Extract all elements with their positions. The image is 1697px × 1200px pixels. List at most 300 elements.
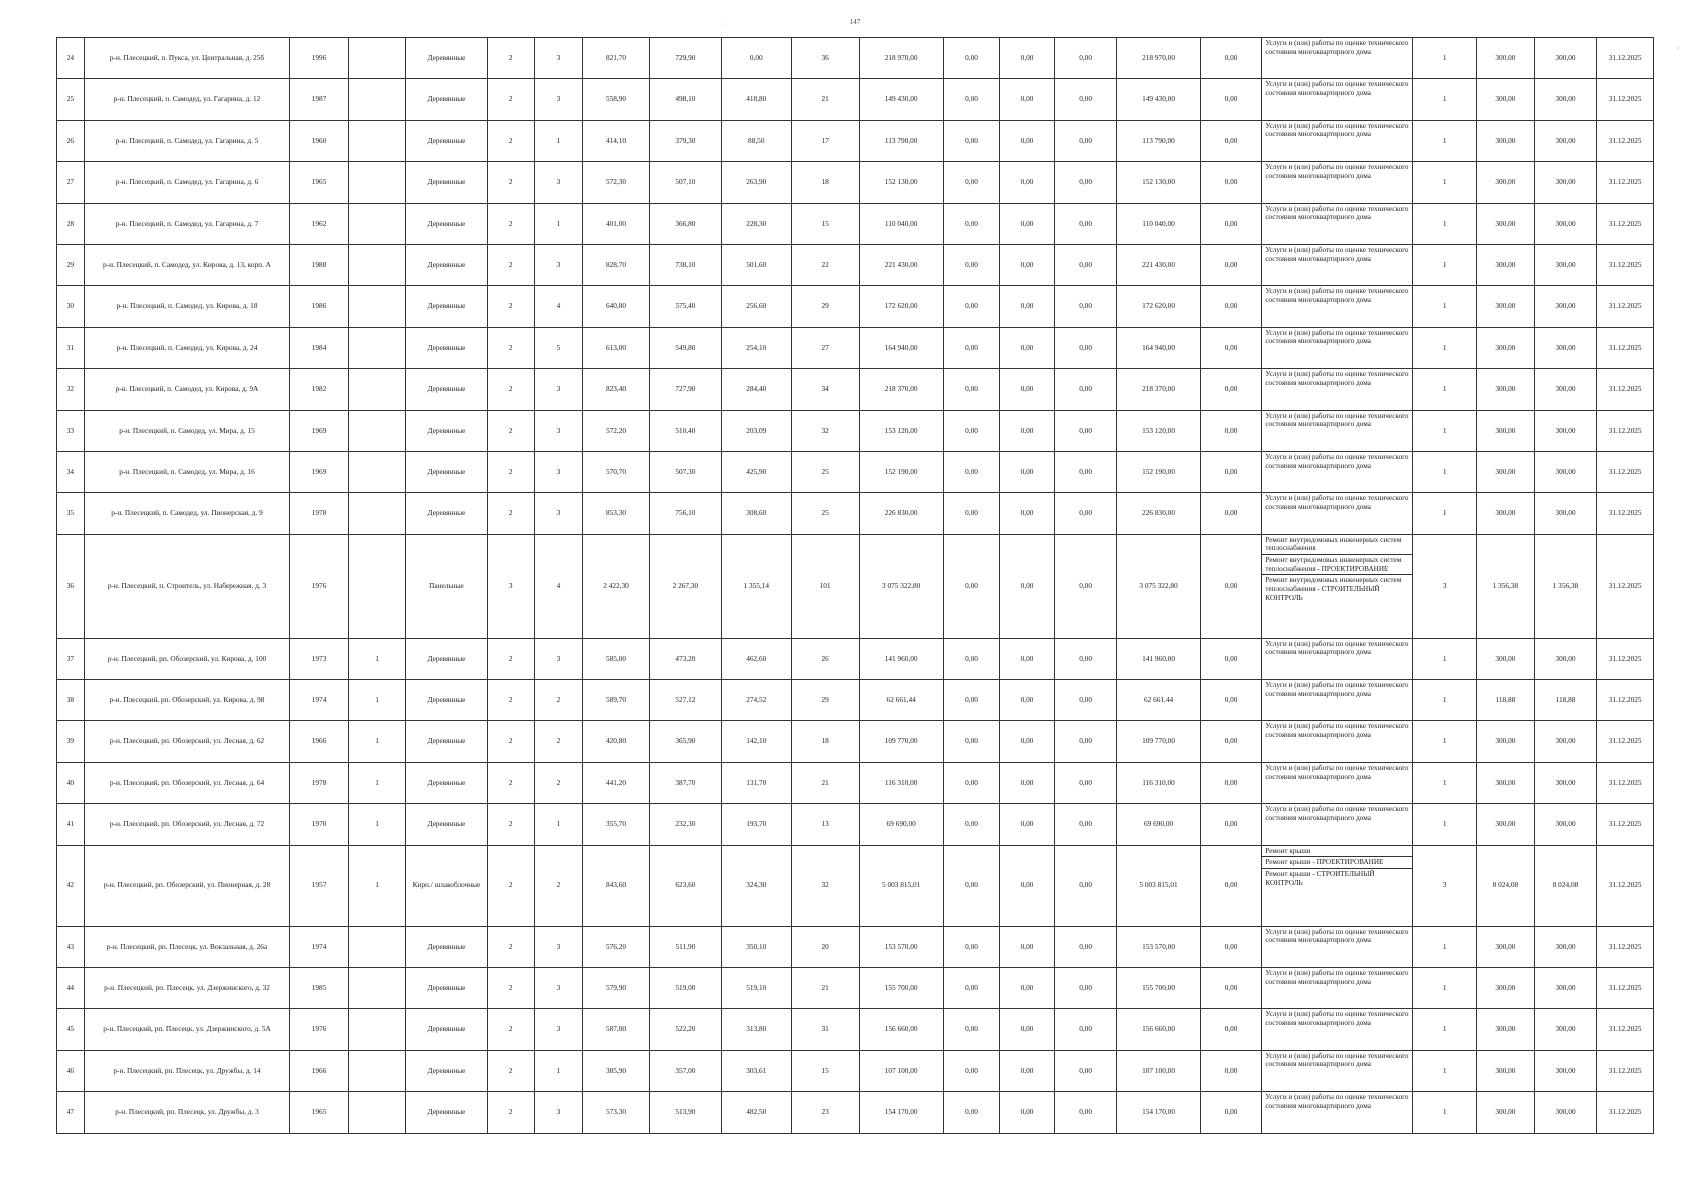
table-cell: 0,00 — [1200, 721, 1262, 762]
table-cell: 2 — [487, 926, 534, 967]
table-cell: 558,90 — [583, 79, 650, 120]
table-cell: р-н. Плесецкий, рп. Обозерский, ул. Кирова, д. 98 — [84, 680, 290, 721]
table-cell: 623,60 — [649, 845, 721, 926]
table-cell: Деревянные — [406, 926, 487, 967]
table-cell — [348, 1092, 406, 1133]
table-cell: 152 190,00 — [1117, 451, 1200, 492]
work-type: Ремонт крыши — [1265, 846, 1311, 855]
table-cell: 522,20 — [649, 1009, 721, 1050]
table-cell: 1957 — [290, 845, 349, 926]
table-cell: 30 — [57, 286, 85, 327]
table-row — [57, 286, 1654, 327]
table-cell: 0,00 — [943, 120, 1000, 161]
table-cell: 300,00 — [1477, 369, 1535, 410]
table-cell: 21 — [791, 79, 859, 120]
table-cell: 300,00 — [1477, 38, 1535, 79]
table-cell — [348, 327, 406, 368]
table-cell: 0,00 — [1000, 162, 1054, 203]
table-cell: р-н. Плесецкий, п. Самодед, ул. Гагарина, д. 7 — [84, 203, 290, 244]
table-cell: 300,00 — [1477, 120, 1535, 161]
table-cell: 0,00 — [1000, 845, 1054, 926]
table-cell: 300,00 — [1534, 638, 1597, 679]
table-cell — [348, 120, 406, 161]
table-cell: 300,00 — [1477, 1009, 1535, 1050]
table-cell: 2 — [487, 79, 534, 120]
table-cell: 62 661,44 — [859, 680, 943, 721]
table-cell: 1 — [1413, 244, 1477, 285]
table-cell: р-н. Плесецкий, рп. Обозерский, ул. Лесная, д. 62 — [84, 721, 290, 762]
table-cell — [348, 203, 406, 244]
work-type: Услуги и (или) работы по оценке технического состояния многоквартирного дома — [1265, 163, 1409, 180]
table-cell: 1996 — [290, 38, 349, 79]
table-cell — [1262, 721, 1413, 762]
table-cell: 1 — [1413, 120, 1477, 161]
table-cell: 153 570,00 — [1117, 926, 1200, 967]
table-cell: Деревянные — [406, 680, 487, 721]
table-cell: 228,30 — [721, 203, 791, 244]
table-cell: 2 — [487, 680, 534, 721]
table-cell: 156 660,00 — [859, 1009, 943, 1050]
table-cell: 0,00 — [1054, 451, 1117, 492]
table-row — [57, 244, 1654, 285]
table-cell: 1970 — [290, 804, 349, 845]
table-cell: 25 — [57, 79, 85, 120]
table-cell: 420,80 — [583, 721, 650, 762]
table-cell: 572,30 — [583, 162, 650, 203]
table-row — [57, 38, 1654, 79]
table-cell: 300,00 — [1477, 327, 1535, 368]
table-cell: 31.12.2025 — [1597, 79, 1654, 120]
table-cell: 32 — [57, 369, 85, 410]
table-cell: 0,00 — [943, 79, 1000, 120]
table-cell: 300,00 — [1534, 410, 1597, 451]
table-cell: 1 — [1413, 79, 1477, 120]
table-cell: 3 — [534, 38, 582, 79]
table-cell: 0,00 — [1054, 38, 1117, 79]
table-cell: 38 — [57, 680, 85, 721]
table-cell: 510,40 — [649, 410, 721, 451]
table-cell: 0,00 — [943, 804, 1000, 845]
table-cell: 221 430,00 — [1117, 244, 1200, 285]
table-cell: 1 — [534, 1050, 582, 1091]
table-cell: 31.12.2025 — [1597, 369, 1654, 410]
table-cell: 0,00 — [943, 203, 1000, 244]
table-cell: 355,70 — [583, 804, 650, 845]
table-cell: 110 040,00 — [1117, 203, 1200, 244]
table-cell: Деревянные — [406, 162, 487, 203]
work-type: Ремонт крыши - ПРОЕКТИРОВАНИЕ — [1262, 856, 1412, 868]
table-cell: 31.12.2025 — [1597, 327, 1654, 368]
table-cell — [1262, 451, 1413, 492]
table-cell: 69 690,00 — [859, 804, 943, 845]
table-cell: 1 — [1413, 638, 1477, 679]
table-cell — [1262, 244, 1413, 285]
table-cell: 3 — [1413, 534, 1477, 638]
table-cell: 0,00 — [1054, 845, 1117, 926]
table-cell: 149 430,00 — [859, 79, 943, 120]
table-cell — [1262, 968, 1413, 1009]
table-cell: Деревянные — [406, 79, 487, 120]
table-cell: 0,00 — [1054, 968, 1117, 1009]
table-cell: 1 — [1413, 804, 1477, 845]
table-row — [57, 162, 1654, 203]
table-cell: 0,00 — [1000, 1092, 1054, 1133]
table-cell: 0,00 — [1000, 721, 1054, 762]
table-cell: 31.12.2025 — [1597, 680, 1654, 721]
table-cell: 18 — [791, 162, 859, 203]
table-cell: 36 — [57, 534, 85, 638]
page-number: 147 — [849, 18, 861, 26]
table-cell: 31.12.2025 — [1597, 451, 1654, 492]
table-cell: 2 422,30 — [583, 534, 650, 638]
table-cell: 203,09 — [721, 410, 791, 451]
table-cell: 300,00 — [1477, 493, 1535, 534]
table-cell: 109 770,00 — [859, 721, 943, 762]
table-cell — [348, 493, 406, 534]
table-cell — [1262, 638, 1413, 679]
table-cell: 1 — [1413, 493, 1477, 534]
table-cell: 414,10 — [583, 120, 650, 161]
table-cell: 0,00 — [1200, 926, 1262, 967]
table-cell: 155 700,00 — [859, 968, 943, 1009]
table-cell: 300,00 — [1477, 1050, 1535, 1091]
table-cell: 131,70 — [721, 762, 791, 803]
table-row — [57, 968, 1654, 1009]
table-cell: 0,00 — [1000, 410, 1054, 451]
table-cell: 107 100,00 — [1117, 1050, 1200, 1091]
table-cell: 575,40 — [649, 286, 721, 327]
table-cell: 3 — [534, 244, 582, 285]
table-cell: 113 790,00 — [859, 120, 943, 161]
table-cell: р-н. Плесецкий, рп. Обозерский, ул. Пионерная, д. 28 — [84, 845, 290, 926]
table-cell — [348, 38, 406, 79]
table-cell — [348, 410, 406, 451]
table-cell: 31.12.2025 — [1597, 721, 1654, 762]
table-cell: 34 — [791, 369, 859, 410]
table-cell: р-н. Плесецкий, рп. Обозерский, ул. Лесная, д. 64 — [84, 762, 290, 803]
table-cell: 0,00 — [1054, 203, 1117, 244]
table-cell: 300,00 — [1534, 721, 1597, 762]
table-cell: 27 — [57, 162, 85, 203]
table-cell: 1965 — [290, 1092, 349, 1133]
table-cell: 0,00 — [943, 721, 1000, 762]
table-cell: 0,00 — [1200, 79, 1262, 120]
table-cell: р-н. Плесецкий, рп. Обозерский, ул. Кирова, д. 100 — [84, 638, 290, 679]
table-cell — [348, 162, 406, 203]
table-cell: 5 003 815,01 — [859, 845, 943, 926]
table-cell: 41 — [57, 804, 85, 845]
table-cell: 1 — [1413, 721, 1477, 762]
table-cell — [348, 534, 406, 638]
table-cell: 4 — [534, 286, 582, 327]
table-cell: 1 — [348, 638, 406, 679]
table-row — [57, 804, 1654, 845]
table-cell: 0,00 — [721, 38, 791, 79]
table-cell: 0,00 — [1200, 1050, 1262, 1091]
table-cell: 0,00 — [1054, 327, 1117, 368]
table-cell: 232,30 — [649, 804, 721, 845]
table-cell: 0,00 — [1000, 1050, 1054, 1091]
table-cell: 324,30 — [721, 845, 791, 926]
table-cell: 300,00 — [1534, 1092, 1597, 1133]
table-cell: 0,00 — [1054, 369, 1117, 410]
table-cell: 0,00 — [1200, 680, 1262, 721]
table-cell — [1262, 286, 1413, 327]
table-cell: 1978 — [290, 493, 349, 534]
table-cell: 300,00 — [1477, 286, 1535, 327]
table-cell: 107 100,00 — [859, 1050, 943, 1091]
table-cell: 1 — [1413, 1092, 1477, 1133]
table-cell: 519,10 — [721, 968, 791, 1009]
table-cell: Деревянные — [406, 120, 487, 161]
table-cell: 507,30 — [649, 451, 721, 492]
table-cell: 172 620,00 — [859, 286, 943, 327]
table-cell: 31.12.2025 — [1597, 203, 1654, 244]
table-cell — [1262, 120, 1413, 161]
table-cell: 21 — [791, 762, 859, 803]
table-cell: 1988 — [290, 244, 349, 285]
table-cell: 589,70 — [583, 680, 650, 721]
table-cell: 300,00 — [1534, 286, 1597, 327]
table-cell: 0,00 — [1054, 680, 1117, 721]
table-cell: 300,00 — [1534, 926, 1597, 967]
table-cell: 45 — [57, 1009, 85, 1050]
table-cell: 31.12.2025 — [1597, 286, 1654, 327]
table-cell: Деревянные — [406, 451, 487, 492]
table-cell: 1 — [1413, 410, 1477, 451]
table-cell: 0,00 — [943, 286, 1000, 327]
table-cell: 31.12.2025 — [1597, 845, 1654, 926]
work-type: Услуги и (или) работы по оценке технического состояния многоквартирного дома — [1265, 452, 1409, 470]
table-cell: 0,00 — [1054, 1050, 1117, 1091]
table-cell: 154 170,00 — [1117, 1092, 1200, 1133]
table-cell — [1262, 845, 1413, 926]
work-type: Услуги и (или) работы по оценке технического состояния многоквартирного дома — [1265, 411, 1409, 429]
table-cell: 300,00 — [1534, 451, 1597, 492]
table-cell: 1973 — [290, 638, 349, 679]
table-row — [57, 762, 1654, 803]
table-cell: р-н. Плесецкий, рп. Плесецк, ул. Вокзальная, д. 26а — [84, 926, 290, 967]
work-type: Услуги и (или) работы по оценке технического состояния многоквартирного дома — [1265, 245, 1409, 263]
table-cell: 1 355,14 — [721, 534, 791, 638]
table-cell: 1984 — [290, 327, 349, 368]
table-cell: р-н. Плесецкий, п. Самодед, ул. Гагарина, д. 5 — [84, 120, 290, 161]
table-cell: 0,00 — [1000, 968, 1054, 1009]
table-cell: 0,00 — [1200, 968, 1262, 1009]
table-cell: 0,00 — [943, 327, 1000, 368]
table-cell: 31.12.2025 — [1597, 534, 1654, 638]
table-cell: 141 960,00 — [1117, 638, 1200, 679]
work-type: Услуги и (или) работы по оценке технического состояния многоквартирного дома — [1265, 328, 1409, 346]
table-cell: 22 — [791, 244, 859, 285]
table-cell: 23 — [791, 1092, 859, 1133]
table-cell: 1969 — [290, 451, 349, 492]
table-cell: 418,80 — [721, 79, 791, 120]
work-type: Услуги и (или) работы по оценке технического состояния многоквартирного дома — [1265, 80, 1409, 98]
table-cell: Кирп./ шлакоблочные — [406, 845, 487, 926]
table-cell: 300,00 — [1477, 162, 1535, 203]
table-cell: 0,00 — [943, 451, 1000, 492]
table-cell: 1 — [1413, 762, 1477, 803]
table-cell: 0,00 — [1000, 38, 1054, 79]
table-cell: 0,00 — [1200, 804, 1262, 845]
table-cell: 613,00 — [583, 327, 650, 368]
table-cell: 37 — [57, 638, 85, 679]
table-cell: 0,00 — [1054, 410, 1117, 451]
table-cell: 32 — [791, 845, 859, 926]
table-cell: 2 — [487, 1050, 534, 1091]
table-cell — [348, 1009, 406, 1050]
table-cell: 0,00 — [1054, 79, 1117, 120]
table-cell: Деревянные — [406, 286, 487, 327]
table-row — [57, 680, 1654, 721]
work-type: Услуги и (или) работы по оценке технического состояния многоквартирного дома — [1265, 494, 1409, 511]
table-row — [57, 1092, 1654, 1133]
table-cell: 3 — [487, 534, 534, 638]
table-cell: 1 — [1413, 926, 1477, 967]
table-cell: 31 — [791, 1009, 859, 1050]
table-cell: Деревянные — [406, 1009, 487, 1050]
table-cell: 46 — [57, 1050, 85, 1091]
table-cell: 31.12.2025 — [1597, 762, 1654, 803]
table-cell: 3 — [534, 79, 582, 120]
table-cell: 300,00 — [1477, 638, 1535, 679]
table-cell: 300,00 — [1477, 926, 1535, 967]
table-cell: 31.12.2025 — [1597, 926, 1654, 967]
table-cell — [1262, 327, 1413, 368]
table-cell: 0,00 — [1054, 1092, 1117, 1133]
table-cell — [1262, 1050, 1413, 1091]
table-cell: 300,00 — [1534, 120, 1597, 161]
table-cell: 1969 — [290, 410, 349, 451]
table-cell: 1 — [1413, 327, 1477, 368]
table-cell: 31.12.2025 — [1597, 493, 1654, 534]
table-cell: 8 024,08 — [1534, 845, 1597, 926]
table-cell — [348, 244, 406, 285]
table-cell: 0,00 — [1000, 804, 1054, 845]
table-cell: 0,00 — [1200, 410, 1262, 451]
table-cell: 300,00 — [1477, 804, 1535, 845]
table-cell: 2 — [487, 845, 534, 926]
table-cell: р-н. Плесецкий, рп. Обозерский, ул. Лесная, д. 72 — [84, 804, 290, 845]
table-cell: 579,90 — [583, 968, 650, 1009]
table-row — [57, 327, 1654, 368]
table-cell: 549,80 — [649, 327, 721, 368]
table-cell: 0,00 — [1054, 721, 1117, 762]
table-cell: 576,20 — [583, 926, 650, 967]
table-cell: р-н. Плесецкий, рп. Плесецк, ул. Дружбы, д. 14 — [84, 1050, 290, 1091]
table-cell: 0,00 — [1200, 1092, 1262, 1133]
table-cell: 218 370,00 — [859, 369, 943, 410]
table-cell: 0,00 — [1000, 762, 1054, 803]
table-cell: 2 — [534, 721, 582, 762]
table-cell: 300,00 — [1477, 1092, 1535, 1133]
work-type: Услуги и (или) работы по оценке технического состояния многоквартирного дома — [1265, 639, 1409, 657]
table-cell: р-н. Плесецкий, п. Самодед, ул. Гагарина, д. 12 — [84, 79, 290, 120]
table-cell: р-н. Плесецкий, п. Самодед, ул. Кирова, д. 9А — [84, 369, 290, 410]
table-cell: 0,00 — [1000, 120, 1054, 161]
table-cell: 350,10 — [721, 926, 791, 967]
repair-program-table — [56, 37, 1654, 1134]
table-cell: 0,00 — [943, 1092, 1000, 1133]
table-cell: 1 356,38 — [1534, 534, 1597, 638]
table-cell: 2 — [487, 410, 534, 451]
table-cell: 300,00 — [1534, 203, 1597, 244]
table-body — [57, 38, 1654, 1134]
table-cell: 1 — [348, 804, 406, 845]
table-row — [57, 534, 1654, 638]
table-cell: 2 — [487, 968, 534, 1009]
scan-edge-mark: · — [1676, 44, 1679, 53]
table-cell: р-н. Плесецкий, п. Самодед, ул. Гагарина, д. 6 — [84, 162, 290, 203]
table-cell: 226 830,00 — [1117, 493, 1200, 534]
table-cell: 31.12.2025 — [1597, 244, 1654, 285]
table-row — [57, 410, 1654, 451]
table-cell: 3 — [534, 968, 582, 1009]
table-cell: 263,90 — [721, 162, 791, 203]
table-cell — [348, 451, 406, 492]
table-cell: 0,00 — [1200, 162, 1262, 203]
table-cell: 1 — [534, 120, 582, 161]
table-cell: 15 — [791, 1050, 859, 1091]
table-cell: 20 — [791, 926, 859, 967]
table-cell: 300,00 — [1477, 721, 1535, 762]
table-cell: 31.12.2025 — [1597, 1050, 1654, 1091]
table-cell: 8 024,08 — [1477, 845, 1535, 926]
table-cell: Панельные — [406, 534, 487, 638]
table-cell — [1262, 79, 1413, 120]
table-cell: 153 570,00 — [859, 926, 943, 967]
table-cell: 47 — [57, 1092, 85, 1133]
table-cell: 0,00 — [1200, 369, 1262, 410]
table-cell: 1962 — [290, 203, 349, 244]
table-cell: 303,61 — [721, 1050, 791, 1091]
table-cell: 35 — [57, 493, 85, 534]
table-cell: 0,00 — [1054, 162, 1117, 203]
table-cell: 300,00 — [1534, 762, 1597, 803]
table-cell: 300,00 — [1477, 451, 1535, 492]
table-cell: Деревянные — [406, 410, 487, 451]
table-cell: 0,00 — [1200, 638, 1262, 679]
table-row — [57, 369, 1654, 410]
table-cell: р-н. Плесецкий, п. Пукса, ул. Центральная, д. 25б — [84, 38, 290, 79]
table-cell: 0,00 — [943, 162, 1000, 203]
table-cell: 0,00 — [943, 410, 1000, 451]
table-cell: 3 — [534, 410, 582, 451]
table-cell — [348, 968, 406, 1009]
table-cell: 0,00 — [1054, 926, 1117, 967]
table-cell: 284,40 — [721, 369, 791, 410]
table-cell: Деревянные — [406, 1050, 487, 1091]
table-cell: 585,00 — [583, 638, 650, 679]
table-row — [57, 79, 1654, 120]
table-cell: 3 — [534, 1092, 582, 1133]
table-cell: 152 190,00 — [859, 451, 943, 492]
table-cell: 1966 — [290, 721, 349, 762]
table-cell: 1 — [1413, 1009, 1477, 1050]
table-cell: 527,12 — [649, 680, 721, 721]
work-type: Услуги и (или) работы по оценке технического состояния многоквартирного дома — [1265, 204, 1409, 222]
table-cell — [1262, 410, 1413, 451]
table-cell: 3 — [534, 451, 582, 492]
table-row — [57, 493, 1654, 534]
table-cell — [1262, 369, 1413, 410]
table-cell: 118,88 — [1534, 680, 1597, 721]
table-cell: 29 — [791, 286, 859, 327]
table-cell: 300,00 — [1477, 244, 1535, 285]
table-cell: 1 — [1413, 968, 1477, 1009]
table-cell: 3 — [534, 638, 582, 679]
